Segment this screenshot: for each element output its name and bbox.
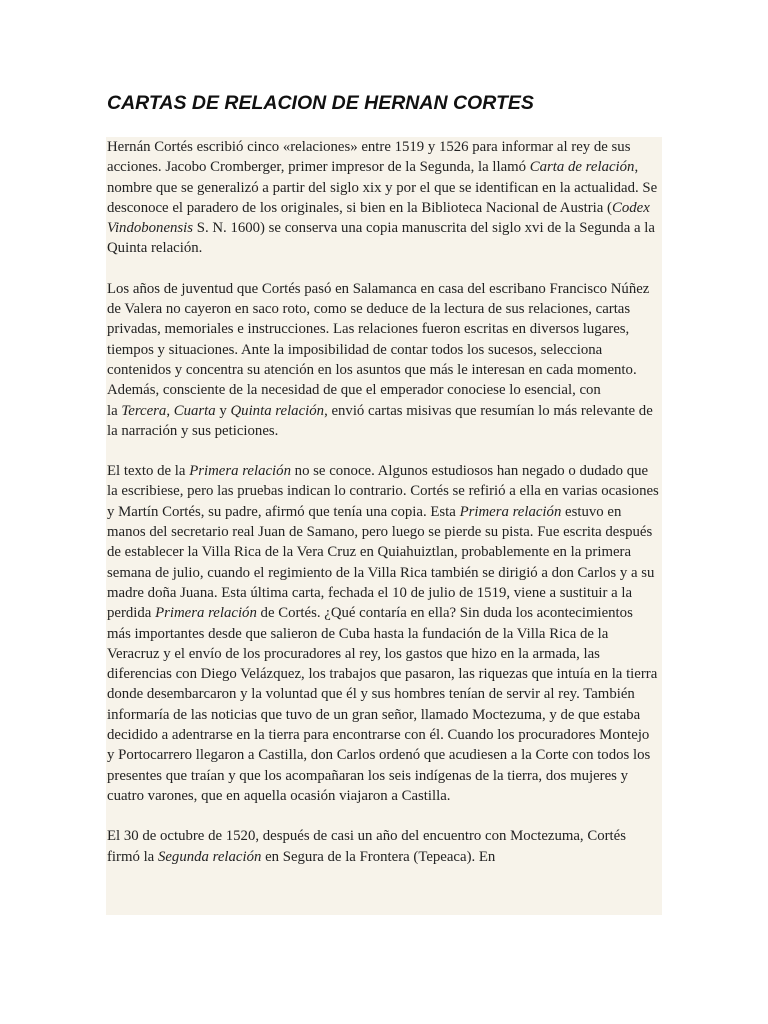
paragraph-text: El texto de la bbox=[107, 463, 190, 480]
paragraph-text: Hernán Cortés escribió cinco «relaciones» entre 1519 y 1526 para informar al rey de sus acciones. Jacobo Cromberger, primer impresor de la Segunda, la llamó bbox=[107, 139, 631, 176]
italic-title-text: Segunda relación bbox=[157, 848, 262, 865]
paragraph-text: y bbox=[215, 402, 231, 419]
italic-title-text: Quinta relación bbox=[230, 402, 325, 419]
paragraph-text: , nombre que se generalizó a partir del siglo xix y por el que se identifican en la actualidad. Se desconoce el paradero de los originales, si bien en la Biblioteca Nacional de Austria ( bbox=[107, 159, 658, 216]
italic-title-text: Primera relación bbox=[459, 503, 562, 520]
paragraph-text: estuvo en manos del secretario real Juan de Samano, pero luego se pierde su pista. Fue escrita después de establecer la Villa Rica de la Vera Cruz en Quiahuiztlan, probablemente en la primera semana de julio, cuando el regimiento de la Villa Rica también se dirigió a don Carlos y a su madre doña Juana. Esta última carta, fechada el 10 de julio de 1519, viene a sustituir a la perdida bbox=[107, 503, 655, 622]
italic-title-text: Carta de relación bbox=[529, 159, 635, 176]
paragraph-text: la bbox=[107, 402, 122, 419]
italic-title-text: Codex Vindobonensis bbox=[107, 199, 650, 237]
paragraph-text: Los años de juventud que Cortés pasó en Salamanca en casa del escribano Francisco Núñez de Valera no cayeron en saco roto, como se deduce de la lectura de sus relaciones, cartas privadas, memoriales e instrucciones. Las relaciones fueron escritas en diversos lugares, tiempos y situaciones. Ante la imposibilidad de contar todos los sucesos, selecciona contenidos y concentra su atención en los asuntos que más le interesan en cada momento. Además, consciente de la necesidad de que el emperador conociese lo esencial, con bbox=[107, 280, 650, 399]
body-paragraph bbox=[106, 137, 662, 259]
body-paragraph bbox=[106, 461, 662, 806]
paragraph-text: , envió cartas misivas que resumían lo más relevante de la narración y sus peticiones. bbox=[107, 402, 653, 439]
paragraph-text: en Segura de la Frontera (Tepeaca). En bbox=[261, 848, 496, 865]
body-paragraph bbox=[106, 279, 662, 441]
italic-title-text: Primera relación bbox=[189, 463, 291, 480]
paragraph-text: S. N. 1600) se conserva una copia manuscrita del siglo xvi de la Segunda a la Quinta relación. bbox=[107, 220, 655, 257]
paragraph-text: El 30 de octubre de 1520, después de casi un año del encuentro con Moctezuma, Cortés firmó la bbox=[107, 828, 626, 865]
italic-title-text: Cuarta bbox=[173, 402, 216, 419]
paragraph-text: no se conoce. Algunos estudiosos han negado o dudado que la escribiese, pero las pruebas indican lo contrario. Cortés se refirió a ella en varias ocasiones y Martín Cortés, su padre, afirmó que tenía una copia. Esta bbox=[107, 463, 659, 520]
italic-title-text: Primera relación bbox=[155, 605, 257, 622]
italic-title-text: Tercera bbox=[121, 402, 167, 419]
body-paragraph bbox=[106, 826, 662, 867]
paragraph-text: de Cortés. ¿Qué contaría en ella? Sin duda los acontecimientos más importantes desde que salieron de Cuba hasta la fundación de la Villa Rica de la Veracruz y el envío de los procuradores al rey, los gastos que hizo en la armada, las diferencias con Diego Velázquez, los trabajos que pasaron, las riquezas que intuía en la tierra donde desembarcaron y la voluntad que él y sus hombres tenían de servir al rey. También informaría de las noticias que tuvo de un gran señor, llamado Moctezuma, y de que estaba decidido a adentrarse en la tierra para encontrarse con él. Cuando los procuradores Montejo y Portocarrero llegaron a Castilla, don Carlos ordenó que acudiesen a la Corte con todos los presentes que traían y que los acompañaran los seis indígenas de la tierra, dos mujeres y cuatro varones, que en aquella ocasión viajaron a Castilla. bbox=[107, 605, 658, 804]
paragraph-text: , bbox=[166, 402, 174, 419]
document-title: CARTAS DE RELACION DE HERNAN CORTES bbox=[107, 92, 534, 114]
document-body bbox=[106, 137, 662, 915]
